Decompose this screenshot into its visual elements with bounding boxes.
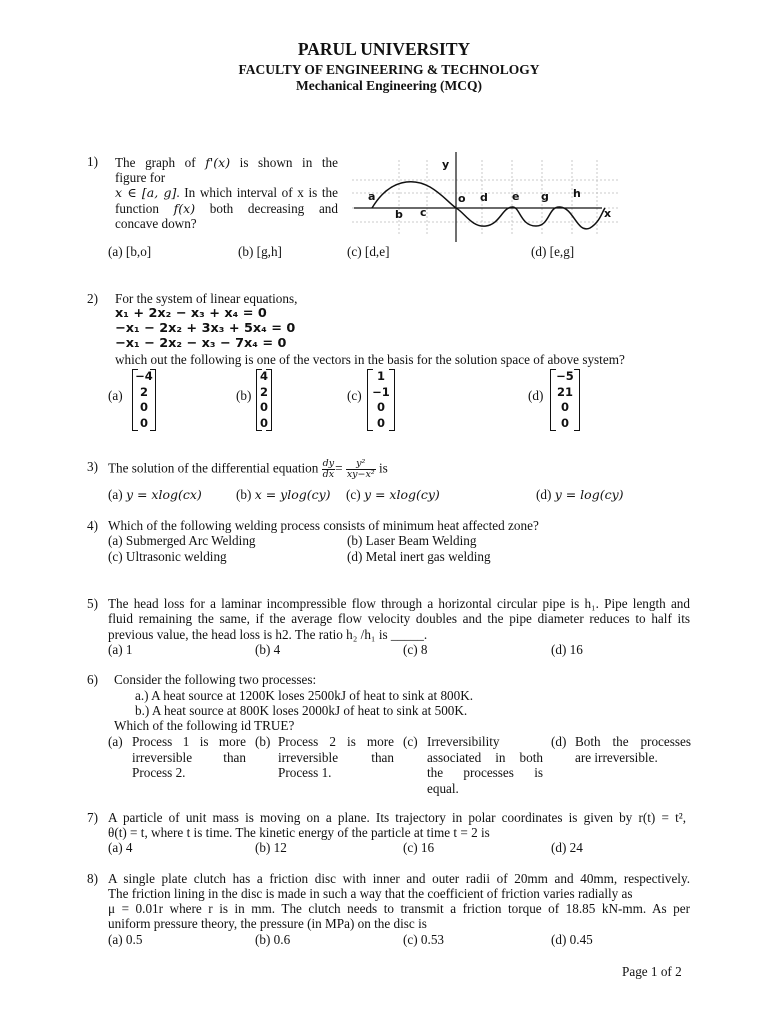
q1-label-b: b [395,208,403,221]
q1-label-c: c [420,206,427,219]
q2-option-c-label[interactable]: (c) [347,388,362,403]
q3-option-a[interactable]: (a) y = xlog(cx) [108,487,202,502]
q5-line-1: The head loss for a laminar incompressible flow through a horizontal circular pipe is h₁. Pipe length and [108,596,690,611]
q2-question: which out the following is one of the vectors in the basis for the solution space of above system? [115,352,625,367]
q6-question: Which of the following id TRUE? [114,718,295,733]
q6-option-d-text[interactable]: Both the processes are irreversible. [575,734,691,765]
q1-option-d[interactable]: (d) [e,g] [531,244,575,259]
department-title: Mechanical Engineering (MCQ) [296,78,482,93]
q6-intro: Consider the following two processes: [114,672,317,687]
q6-process-b: b.) A heat source at 800K loses 2000kJ of heat to sink at 500K. [135,703,468,718]
q1-line-3: x ∈ [a, g]. In which interval of x is the [115,185,338,200]
q7-line-2: θ(t) = t, where t is time. The kinetic energy of the particle at time t = 2 is [108,825,490,840]
q8-line-4: uniform pressure theory, the pressure (in MPa) on the disc is [108,916,427,931]
q1-line-5: concave down? [115,216,197,231]
q5-option-b[interactable]: (b) 4 [255,642,281,657]
university-title: PARUL UNIVERSITY [297,39,471,59]
q1-label-x: x [604,207,612,220]
q3-option-c[interactable]: (c) y = xlog(cy) [346,487,440,502]
q1-number: 1) [87,154,98,169]
q1-label-d: d [480,191,488,204]
q8-line-3: μ = 0.01r where r is in mm. The clutch needs to transmit a friction torque of 18.85 kN-mm. As per [108,901,690,916]
q2-option-b-vector[interactable]: 4 2 0 0 [256,369,272,431]
q2-option-b-label[interactable]: (b) [236,388,252,403]
q5-line-2: fluid remaining the same, if the average flow velocity doubles and the pipe diameter reduces to half its [108,611,690,626]
q2-equation-2: −x₁ − 2x₂ + 3x₃ + 5x₄ = 0 [115,321,296,336]
q2-option-d-vector[interactable]: −5 21 0 0 [550,369,580,431]
q4-option-d[interactable]: (d) Metal inert gas welding [347,549,491,564]
page-number: Page 1 of 2 [622,964,682,979]
q6-process-a: a.) A heat source at 1200K loses 2500kJ of heat to sink at 800K. [135,688,474,703]
q2-equation-1: x₁ + 2x₂ − x₃ + x₄ = 0 [115,306,267,321]
q2-option-a-label[interactable]: (a) [108,388,123,403]
q8-option-b[interactable]: (b) 0.6 [255,932,291,947]
q5-line-3: previous value, the head loss is h2. The ratio h₂ /h₁ is _____. [108,627,428,642]
q2-number: 2) [87,291,98,306]
q2-option-d-label[interactable]: (d) [528,388,544,403]
q8-number: 8) [87,871,98,886]
q5-option-d[interactable]: (d) 16 [551,642,583,657]
q8-option-c[interactable]: (c) 0.53 [403,932,445,947]
q3-option-b[interactable]: (b) x = ylog(cy) [236,487,331,502]
q6-option-c-text[interactable]: Irreversibility associated in both the processes is equal. [427,734,543,796]
q8-option-a[interactable]: (a) 0.5 [108,932,143,947]
q6-option-b-text[interactable]: Process 2 is more irreversible than Process 1. [278,734,394,780]
q3-rhs-fraction: $\frac{\text{y²}}{\text{xy−x²}}$ [346,458,375,480]
q5-option-a[interactable]: (a) 1 [108,642,133,657]
q6-option-a-label[interactable]: (a) [108,734,123,749]
q3-text-before: The solution of the differential equation [108,460,319,476]
q4-option-c[interactable]: (c) Ultrasonic welding [108,549,227,564]
q1-label-e: e [512,190,520,203]
q6-option-d-label[interactable]: (d) [551,734,567,749]
q1-label-y: y [442,158,450,171]
q1-option-a[interactable]: (a) [b,o] [108,244,152,259]
q3-text-after: is [378,460,388,476]
q6-option-c-label[interactable]: (c) [403,734,418,749]
faculty-title: FACULTY OF ENGINEERING & TECHNOLOGY [238,62,540,77]
q2-equation-3: −x₁ − 2x₂ − x₃ − 7x₄ = 0 [115,336,287,351]
q1-option-b[interactable]: (b) [g,h] [238,244,282,259]
q3-option-d[interactable]: (d) y = log(cy) [536,487,624,502]
q1-label-a: a [368,190,376,203]
q4-number: 4) [87,518,98,533]
q2-intro: For the system of linear equations, [115,291,298,306]
q3-lhs-fraction: $\frac{dy}{dx}$ [322,458,335,480]
q7-number: 7) [87,810,98,825]
q8-line-1: A single plate clutch has a friction disc with inner and outer radii of 20mm and 40mm, respectively. [108,871,690,886]
q1-line-4: function f(x) both decreasing and [115,201,338,216]
q1-label-o: o [458,192,466,205]
q7-option-d[interactable]: (d) 24 [551,840,583,855]
q3-number: 3) [87,459,98,474]
q1-derivative-graph [352,150,620,245]
q5-number: 5) [87,596,98,611]
q8-option-d[interactable]: (d) 0.45 [551,932,593,947]
q4-option-a[interactable]: (a) Submerged Arc Welding [108,533,256,548]
q1-line-1: The graph of f'(x) is shown in the [115,155,338,170]
q1-option-c[interactable]: (c) [d,e] [347,244,390,259]
q6-option-a-text[interactable]: Process 1 is more irreversible than Process 2. [132,734,246,780]
q1-line-2: figure for [115,170,166,185]
q4-option-b[interactable]: (b) Laser Beam Welding [347,533,477,548]
q7-line-1: A particle of unit mass is moving on a plane. Its trajectory in polar coordinates is given by r(t) = t², [108,810,686,825]
q2-option-c-vector[interactable]: 1 −1 0 0 [367,369,395,431]
q6-number: 6) [87,672,98,687]
q7-option-c[interactable]: (c) 16 [403,840,435,855]
q3-question: The solution of the differential equation $\frac{dy}{dx}$ = $\frac{\text{y²}}{\text{xy−x²}}$ is [108,458,388,480]
q6-option-b-label[interactable]: (b) [255,734,271,749]
q1-label-h: h [573,187,581,200]
q1-label-g: g [541,190,549,203]
q2-option-a-vector[interactable]: −4 2 0 0 [132,369,156,431]
q7-option-b[interactable]: (b) 12 [255,840,287,855]
q7-option-a[interactable]: (a) 4 [108,840,133,855]
q4-question: Which of the following welding process consists of minimum heat affected zone? [108,518,539,533]
q5-option-c[interactable]: (c) 8 [403,642,428,657]
q8-line-2: The friction lining in the disc is made in such a way that the coefficient of friction varies radially as [108,886,633,901]
